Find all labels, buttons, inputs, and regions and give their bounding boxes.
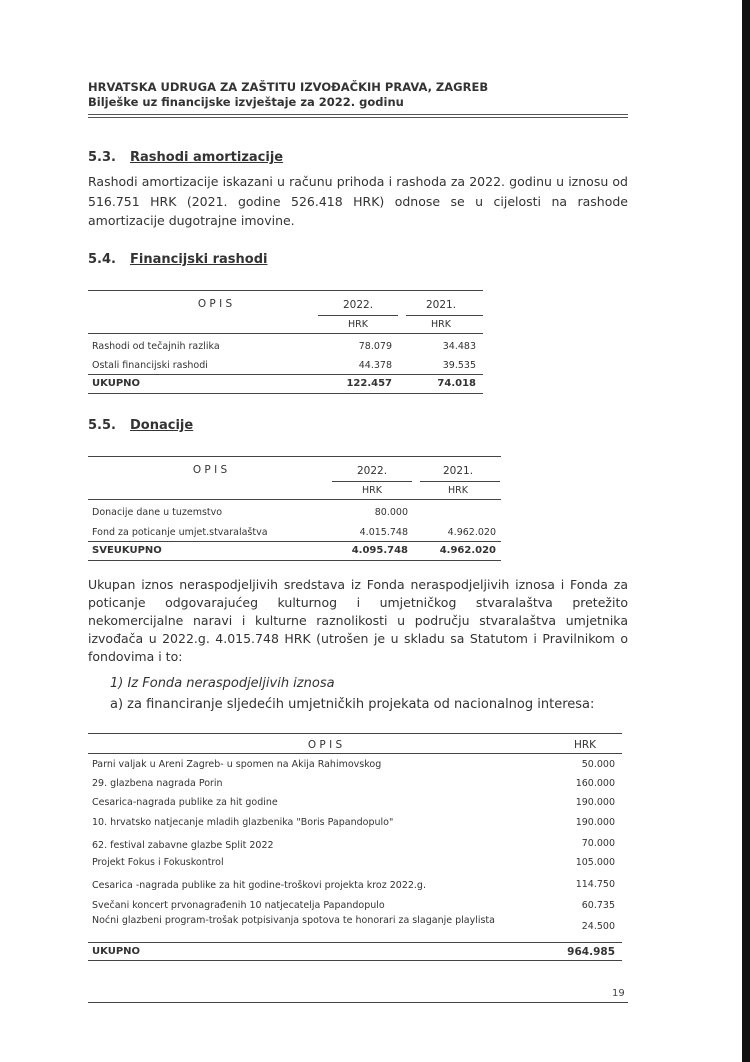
project-row-label: Svečani koncert prvonagrađenih 10 natjecatelja Papandopulo [92, 900, 385, 911]
total-rule [88, 560, 501, 561]
year-rule [420, 481, 500, 482]
year-2021-header: 2021. [442, 465, 474, 477]
row-value-2021: 34.483 [442, 341, 476, 352]
project-row-label: 29. glazbena nagrada Porin [92, 778, 223, 789]
total-label: UKUPNO [92, 946, 141, 957]
row-label: Ostali financijski rashodi [92, 360, 208, 371]
project-row-value: 60.735 [581, 900, 615, 911]
row-value-2022: 80.000 [374, 507, 408, 518]
opis-header: O P I S [192, 464, 228, 476]
header-bottom-rule [88, 333, 483, 334]
opis-header: O P I S [197, 298, 233, 310]
project-row-value: 105.000 [575, 857, 615, 868]
section-title: Financijski rashodi [130, 252, 268, 267]
fund-item-1a: a) za financiranje sljedećih umjetničkih projekata od nacionalnog interesa: [110, 697, 595, 712]
row-rule [88, 541, 501, 542]
project-row-label: Cesarica -nagrada publike za hit godine-troškovi projekta kroz 2022.g. [92, 880, 426, 891]
footer-rule [88, 1002, 628, 1003]
project-row-label: Cesarica-nagrada publike za hit godine [92, 797, 278, 808]
row-rule [88, 942, 622, 943]
section-number: 5.5. [88, 418, 116, 433]
section-title: Donacije [130, 418, 194, 433]
row-value-2021: 4.962.020 [447, 527, 496, 538]
unit-2022: HRK [362, 485, 382, 496]
row-label: Donacije dane u tuzemstvo [92, 507, 223, 518]
row-label: Rashodi od tečajnih razlika [92, 341, 220, 352]
header-bottom-rule [88, 753, 622, 754]
project-row-value: 190.000 [575, 817, 615, 828]
unit-header: HRK [573, 739, 597, 751]
section-title: Rashodi amortizacije [130, 150, 284, 165]
project-row-label: Parni valjak u Areni Zagreb- u spomen na Akija Rahimovskog [92, 759, 382, 770]
total-value: 964.985 [567, 946, 615, 958]
year-2021-header: 2021. [425, 299, 457, 311]
project-row-value: 50.000 [581, 759, 615, 770]
year-rule [332, 481, 412, 482]
total-value-2022: 4.095.748 [351, 545, 408, 556]
row-value-2022: 78.079 [358, 341, 392, 352]
project-row-label: Noćni glazbeni program-trošak potpisivanja spotova te honorari za slaganje playlista [92, 915, 495, 926]
unit-2021: HRK [431, 319, 451, 330]
total-value-2021: 4.962.020 [439, 545, 496, 556]
total-rule [88, 960, 622, 961]
header-bottom-rule [88, 499, 501, 500]
project-row-value: 24.500 [581, 921, 615, 932]
section-number: 5.4. [88, 252, 116, 267]
section-5-5-text: Ukupan iznos neraspodjeljivih sredstava iz Fonda neraspodjeljivih iznosa i Fonda za poticanje odgovarajućeg kulturnog i umjetničkog stvaralaštva pretežito nekomercijalne naravi i kulturne raznolikosti u području stvaralaštva umjetnika izvođača u 2022.g. 4.015.748 HRK (utrošen je u skladu sa Statutom i Pravilnikom o fondovima i to: [88, 577, 628, 664]
total-rule [88, 393, 483, 394]
total-label: UKUPNO [92, 378, 141, 389]
fund-item-1: 1) Iz Fonda neraspodjeljivih iznosa [110, 676, 335, 691]
row-label: Fond za poticanje umjet.stvaralaštva [92, 527, 268, 538]
year-2022-header: 2022. [356, 465, 388, 477]
project-row-label: 62. festival zabavne glazbe Split 2022 [92, 840, 274, 851]
year-2022-header: 2022. [342, 299, 374, 311]
section-number: 5.3. [88, 150, 116, 165]
project-row-value: 160.000 [575, 778, 615, 789]
project-row-label: Projekt Fokus i Fokuskontrol [92, 857, 224, 868]
document-subtitle: Bilješke uz financijske izvještaje za 2022. godinu [88, 95, 404, 109]
section-5-4-heading [88, 252, 267, 267]
row-value-2022: 4.015.748 [359, 527, 408, 538]
header-rule [88, 114, 628, 115]
total-label: SVEUKUPNO [92, 545, 162, 556]
table-top-rule [88, 290, 483, 291]
opis-header: O P I S [307, 739, 343, 751]
year-rule [406, 315, 483, 316]
header-rule-2 [88, 117, 628, 118]
row-value-2021: 39.535 [442, 360, 476, 371]
section-5-5-heading [88, 418, 193, 433]
page-number: 19 [612, 988, 625, 999]
total-value-2021: 74.018 [437, 378, 476, 389]
project-row-label: 10. hrvatsko natjecanje mladih glazbenika "Boris Papandopulo" [92, 817, 394, 828]
unit-2021: HRK [448, 485, 468, 496]
unit-2022: HRK [348, 319, 368, 330]
section-5-3-text: Rashodi amortizacije iskazani u računu prihoda i rashoda za 2022. godinu u iznosu od 516.751 HRK (2021. godine 526.418 HRK) odnose se u cijelosti na rashode amortizacije dugotrajne imovine. [88, 174, 628, 228]
total-value-2022: 122.457 [346, 378, 392, 389]
row-rule [88, 374, 483, 375]
row-value-2022: 44.378 [358, 360, 392, 371]
org-name: HRVATSKA UDRUGA ZA ZAŠTITU IZVOĐAČKIH PRAVA, ZAGREB [88, 80, 489, 94]
project-row-value: 70.000 [581, 838, 615, 849]
project-row-value: 114.750 [575, 879, 615, 890]
project-row-value: 190.000 [575, 797, 615, 808]
year-rule [318, 315, 398, 316]
table-top-rule [88, 456, 501, 457]
section-5-3-heading [88, 150, 283, 165]
table-top-rule [88, 733, 622, 734]
scan-edge [742, 0, 750, 1062]
